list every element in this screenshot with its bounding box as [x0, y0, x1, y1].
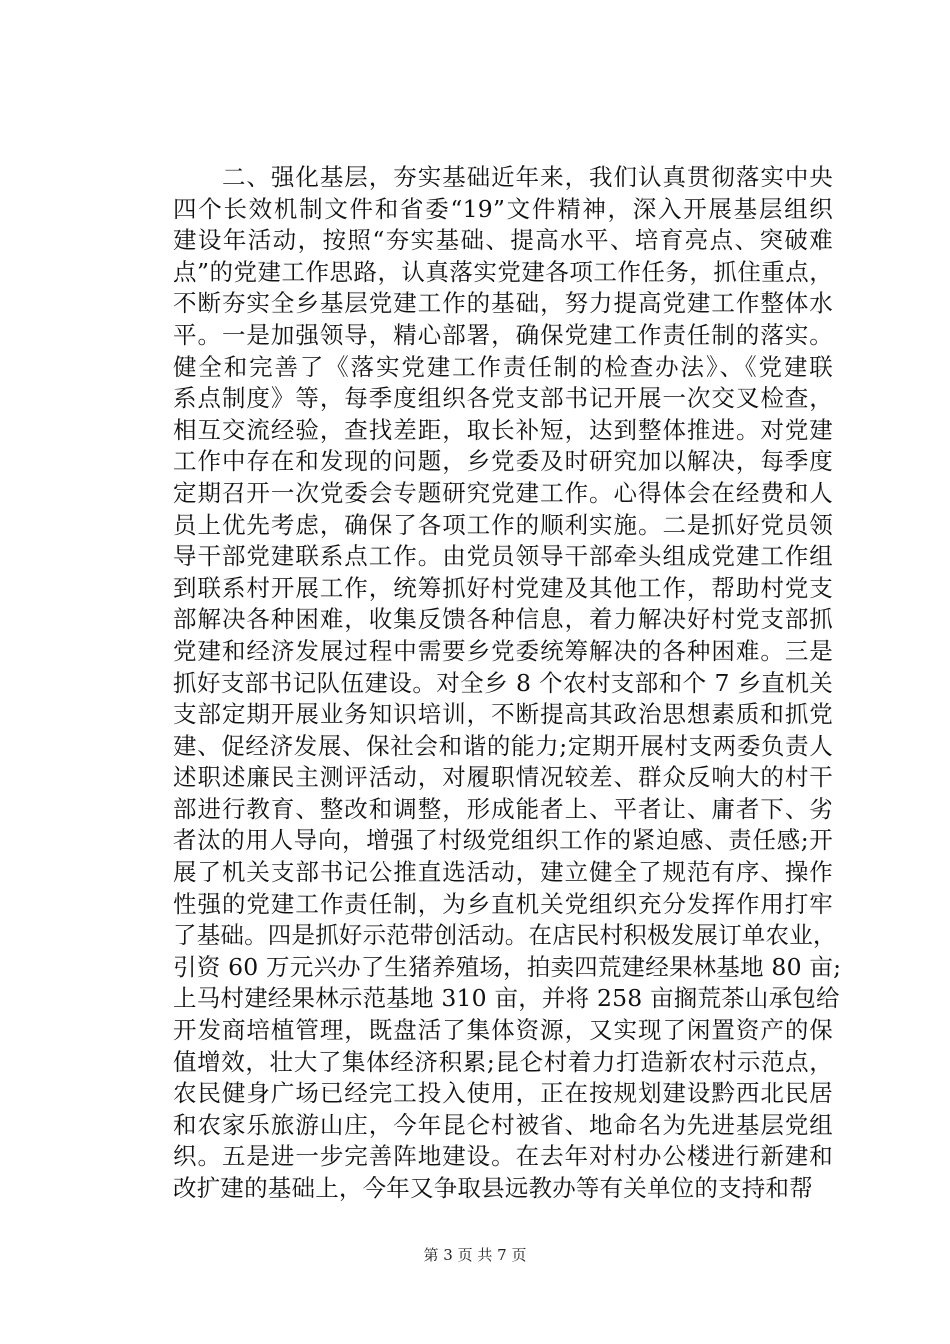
text-line: 健全和完善了《落实党建工作责任制的检查办法》、《党建联 — [173, 352, 833, 381]
text-line: 述职述廉民主测评活动，对履职情况较差、群众反响大的村干 — [173, 763, 833, 792]
page-number-footer: 第 3 页 共 7 页 — [423, 1246, 527, 1264]
text-line: 工作中存在和发现的问题，乡党委及时研究加以解决，每季度 — [173, 447, 833, 476]
text-line: 建设年活动，按照“夯实基础、提高水平、培育亮点、突破难 — [173, 226, 833, 255]
text-line: 引资 60 万元兴办了生猪养殖场，拍卖四荒建经果林基地 80 亩; — [173, 952, 842, 981]
text-line: 值增效，壮大了集体经济积累;昆仑村着力打造新农村示范点， — [173, 1047, 833, 1076]
body-paragraph — [173, 162, 842, 1205]
text-line: 展了机关支部书记公推直选活动，建立健全了规范有序、操作 — [173, 858, 833, 887]
text-line: 了基础。四是抓好示范带创活动。在店民村积极发展订单农业， — [173, 921, 837, 950]
text-line: 党建和经济发展过程中需要乡党委统筹解决的各种困难。三是 — [173, 636, 833, 665]
text-line: 员上优先考虑，确保了各项工作的顺利实施。二是抓好党员领 — [173, 510, 833, 539]
text-line: 相互交流经验，查找差距，取长补短，达到整体推进。对党建 — [173, 415, 833, 444]
text-line: 开发商培植管理，既盘活了集体资源，又实现了闲置资产的保 — [173, 1016, 833, 1045]
text-line: 平。一是加强领导，精心部署，确保党建工作责任制的落实。 — [173, 320, 833, 349]
text-line: 和农家乐旅游山庄，今年昆仑村被省、地命名为先进基层党组 — [173, 1110, 833, 1139]
text-line: 农民健身广场已经完工投入使用，正在按规划建设黔西北民居 — [173, 1079, 833, 1108]
text-line: 建、促经济发展、保社会和谐的能力;定期开展村支两委负责人 — [173, 731, 833, 760]
text-line: 二、强化基层，夯实基础近年来，我们认真贯彻落实中央 — [173, 163, 833, 191]
text-line: 不断夯实全乡基层党建工作的基础，努力提高党建工作整体水 — [173, 289, 833, 318]
text-line: 上马村建经果林示范基地 310 亩，并将 258 亩搁荒茶山承包给 — [173, 984, 840, 1013]
text-line: 织。五是进一步完善阵地建设。在去年对村办公楼进行新建和 — [173, 1142, 833, 1171]
text-line: 抓好支部书记队伍建设。对全乡 8 个农村支部和个 7 乡直机关 — [173, 668, 833, 697]
text-line: 到联系村开展工作，统筹抓好村党建及其他工作，帮助村党支 — [173, 573, 833, 602]
text-line: 支部定期开展业务知识培训，不断提高其政治思想素质和抓党 — [173, 700, 833, 729]
text-line: 性强的党建工作责任制，为乡直机关党组织充分发挥作用打牢 — [173, 889, 833, 918]
text-line: 导干部党建联系点工作。由党员领导干部牵头组成党建工作组 — [173, 542, 833, 571]
text-line: 者汰的用人导向，增强了村级党组织工作的紧迫感、责任感;开 — [173, 826, 833, 855]
text-line: 部解决各种困难，收集反馈各种信息，着力解决好村党支部抓 — [173, 605, 833, 634]
text-line: 部进行教育、整改和调整，形成能者上、平者让、庸者下、劣 — [173, 794, 833, 823]
text-line: 四个长效机制文件和省委“19”文件精神，深入开展基层组织 — [173, 194, 833, 223]
text-line: 定期召开一次党委会专题研究党建工作。心得体会在经费和人 — [173, 478, 833, 507]
text-line: 改扩建的基础上，今年又争取县远教办等有关单位的支持和帮 — [173, 1174, 813, 1202]
text-line: 系点制度》等，每季度组织各党支部书记开展一次交叉检查， — [173, 384, 833, 413]
text-line: 点”的党建工作思路，认真落实党建各项工作任务，抓住重点， — [173, 257, 833, 286]
